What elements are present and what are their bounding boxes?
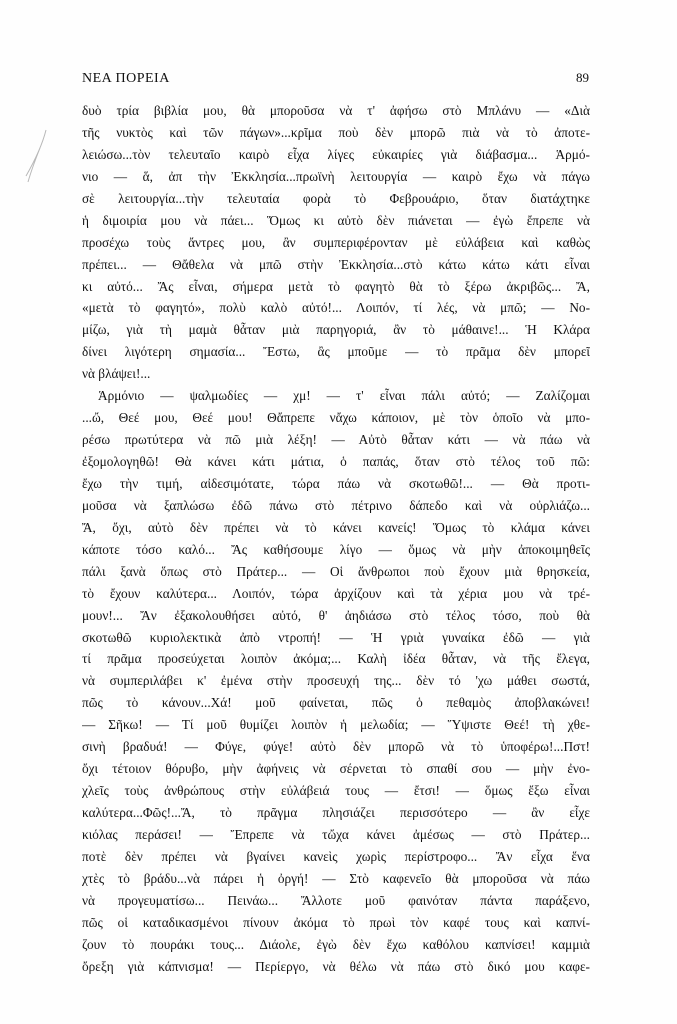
text-line: δυὸ τρία βιβλία μου, θὰ μποροῦσα νὰ τ' ἀφήσω στὸ Μπλάνυ — «Διὰ (82, 103, 590, 118)
text-line: νιο — ἅ, ἀπ τὴν Ἐκκλησία...πρωϊνὴ λειτουργία — καιρὸ ἔχω νὰ πάγω (82, 168, 590, 184)
text-line: τῆς νυκτὸς καὶ τῶν πάγων»...κρῖμα ποὺ δὲν μπορῶ πιὰ νὰ τὸ ἀποτε- (82, 124, 590, 140)
text-line: τί πρᾶμα προσεύχεται λοιπὸν ἀκόμα;... Καλὴ ἰδέα θἆταν, νὰ τῆς ἔλεγα, (82, 651, 590, 667)
text-line: Ἄ, ὄχι, αὐτὸ δὲν πρέπει νὰ τὸ κάνει κανείς! Ὅμως τὸ κλάμα κάνει (82, 519, 590, 535)
text-line: πάλι ξανὰ ὅπως στὸ Πράτερ... — Οἱ ἄνθρωποι ποὺ ἔχουν μιὰ θρησκεία, (82, 563, 590, 579)
text-line: κιόλας περάσει! — Ἔπρεπε νὰ τὤχα κάνει ἀμέσως — στὸ Πράτερ... (82, 826, 590, 842)
text-line: ἡ διμοιρία μου νὰ πάει... Ὅμως κι αὐτὸ δὲν πιάνεται — ἐγὼ ἔπρεπε νὰ (82, 212, 590, 228)
text-line: μίζω, γιὰ τὴ μαμὰ θἆταν μιὰ παρηγοριά, ἂν τὸ μάθαινε!... Ἡ Κλάρα (82, 322, 590, 338)
text-line: ζουν τὸ πουράκι τους... Διάολε, ἐγὼ δὲν ἔχω καθόλου καπνίσει! καμμιὰ (82, 936, 590, 952)
text-line: ἐξομολογηθῶ! Θὰ κάνει κάτι μάτια, ὁ παπάς, ὅταν στὸ τέλος τοῦ πῶ: (82, 454, 590, 469)
text-line: ἔχω τὴν τιμή, αἰδεσιμότατε, τώρα πάω νὰ σκοτωθῶ!... — Θὰ προτι- (82, 475, 590, 491)
text-line: νὰ συμπεριλάβει κ' ἐμένα στὴν προσευχή της... δὲν τό 'χω μάθει σωστά, (82, 673, 590, 689)
text-line: μουν!... Ἄν ἐξακολουθήσει αὐτό, θ' ἀηδιάσω στὸ τέλος τόσο, ποὺ θὰ (82, 607, 590, 623)
text-line: δίνει λιγότερη σημασία... Ἔστω, ἂς μποῦμε — τὸ πρᾶμα δὲν μπορεῖ (82, 344, 590, 360)
text-line: χλεῖς τοὺς ἀνθρώπους στὴν εὐλάβειά τους — ἔτσι! — ὅμως ἔξω εἶναι (82, 783, 590, 799)
text-line: σινὴ βραδυά! — Φύγε, φύγε! αὐτὸ δὲν μπορῶ νὰ τὸ ὑποφέρω!...Πστ! (82, 739, 590, 755)
text-line: ποτὲ δὲν πρέπει νὰ βγαίνει κανεὶς χωρὶς περίστροφο... Ἄν εἶχα ἕνα (82, 848, 590, 864)
text-line: καλύτερα...Φῶς!...Ἄ, τὸ πρᾶγμα πλησιάζει περισσότερο — ἂν εἶχε (82, 805, 590, 820)
text-line: πῶς οἱ καταδικασμένοι πίνουν ἀκόμα τὸ πρωὶ τὸν καφέ τους καὶ καπνί- (82, 914, 590, 930)
text-line: Ἁρμόνιο — ψαλμωδίες — χμ! — τ' εἶναι πάλι αὐτό; — Ζαλίζομαι (98, 388, 590, 404)
text-line: ὄχι τέτοιον θόρυβο, μὴν ἀφήνεις νὰ σέρνεται τὸ σπαθί σου — μὴν ἐνο- (82, 761, 590, 777)
text-line: ρέσω πρωτύτερα νὰ πῶ μιὰ λέξη! — Αὐτὸ θἆταν κάτι — νὰ πάω νὰ (82, 432, 590, 448)
page-number: 89 (576, 70, 589, 85)
text-line: κάποτε τόσο καλό... Ἄς καθήσουμε λίγο — ὅμως νὰ μὴν ἀποκοιμηθεῖς (82, 541, 590, 557)
text-line: σκοτωθῶ κυριολεκτικὰ ἀπὸ ντροπή! — Ἡ γριὰ γυναίκα ἐδῶ — γιὰ (82, 629, 590, 645)
text-line: χτὲς τὸ βράδυ...νὰ πάρει ἡ ὀργή! — Στὸ καφενεῖο θὰ μποροῦσα νὰ πάω (82, 870, 590, 886)
text-line: σὲ λειτουργία...τὴν τελευταία φορὰ τὸ Φεβρουάριο, ὅταν διατάχτηκε (82, 190, 590, 206)
text-line: κι αὐτό... Ἄς εἶναι, σήμερα μετὰ τὸ φαγητὸ θὰ τὸ ξέρω ἀκριβῶς... Ἄ, (82, 278, 590, 294)
text-line: μοῦσα νὰ ξαπλώσω ἐδῶ πάνω στὸ πέτρινο δάπεδο καὶ νὰ οὐρλιάζω... (82, 497, 590, 513)
text-line: — Σῆκω! — Τί μοῦ θυμίζει λοιπὸν ἡ μελωδία; — Ὕψιστε Θεέ! τὴ χθε- (82, 717, 590, 733)
text-line: λειώσω...τὸν τελευταῖο καιρὸ εἶχα λίγες εὐκαιρίες γιὰ διάβασμα... Ἁρμό- (82, 146, 590, 162)
text-line: νὰ προγευματίσω... Πεινάω... Ἄλλοτε μοῦ φαινόταν πάντα παράξενο, (82, 892, 590, 908)
running-title: ΝΕΑ ΠΟΡΕΙΑ (82, 71, 170, 86)
text-line: τὸ ἔχουν καλύτερα... Λοιπόν, τώρα ἀρχίζουν καὶ τὰ χέρια μου νὰ τρέ- (82, 585, 590, 601)
margin-pencil-mark (20, 128, 50, 192)
text-line: «μετὰ τὸ φαγητό», πολὺ καλὸ αὐτό!... Λοιπόν, τί λές, νὰ μπῶ; — Νο- (82, 300, 590, 316)
text-line: νὰ βλάψει!... (82, 366, 151, 382)
text-line: προσέχω τοὺς ἄντρες μου, ἂν συμπεριφέρονταν μὲ εὐλάβεια καὶ καθὼς (82, 234, 590, 250)
text-line: πρέπει... — Θἄθελα νὰ μπῶ στὴν Ἐκκλησία...στὸ κάτω κάτω κάτι εἶναι (82, 256, 590, 272)
body-text (82, 100, 590, 978)
text-line: ὄρεξη γιὰ κάπνισμα! — Περίεργο, νὰ θέλω νὰ πάω στὸ δικό μου καφε- (82, 958, 590, 974)
text-line: ...ὤ, Θεέ μου, Θεέ μου! Θἄπρεπε νἄχω κάποιον, μὲ τὸν ὁποῖο νὰ μπο- (82, 410, 590, 426)
text-line: πῶς τὸ κάνουν...Χά! μοῦ φαίνεται, πῶς ὁ πεθαμὸς ἀποβλακώνει! (82, 695, 590, 711)
running-head (82, 70, 589, 87)
